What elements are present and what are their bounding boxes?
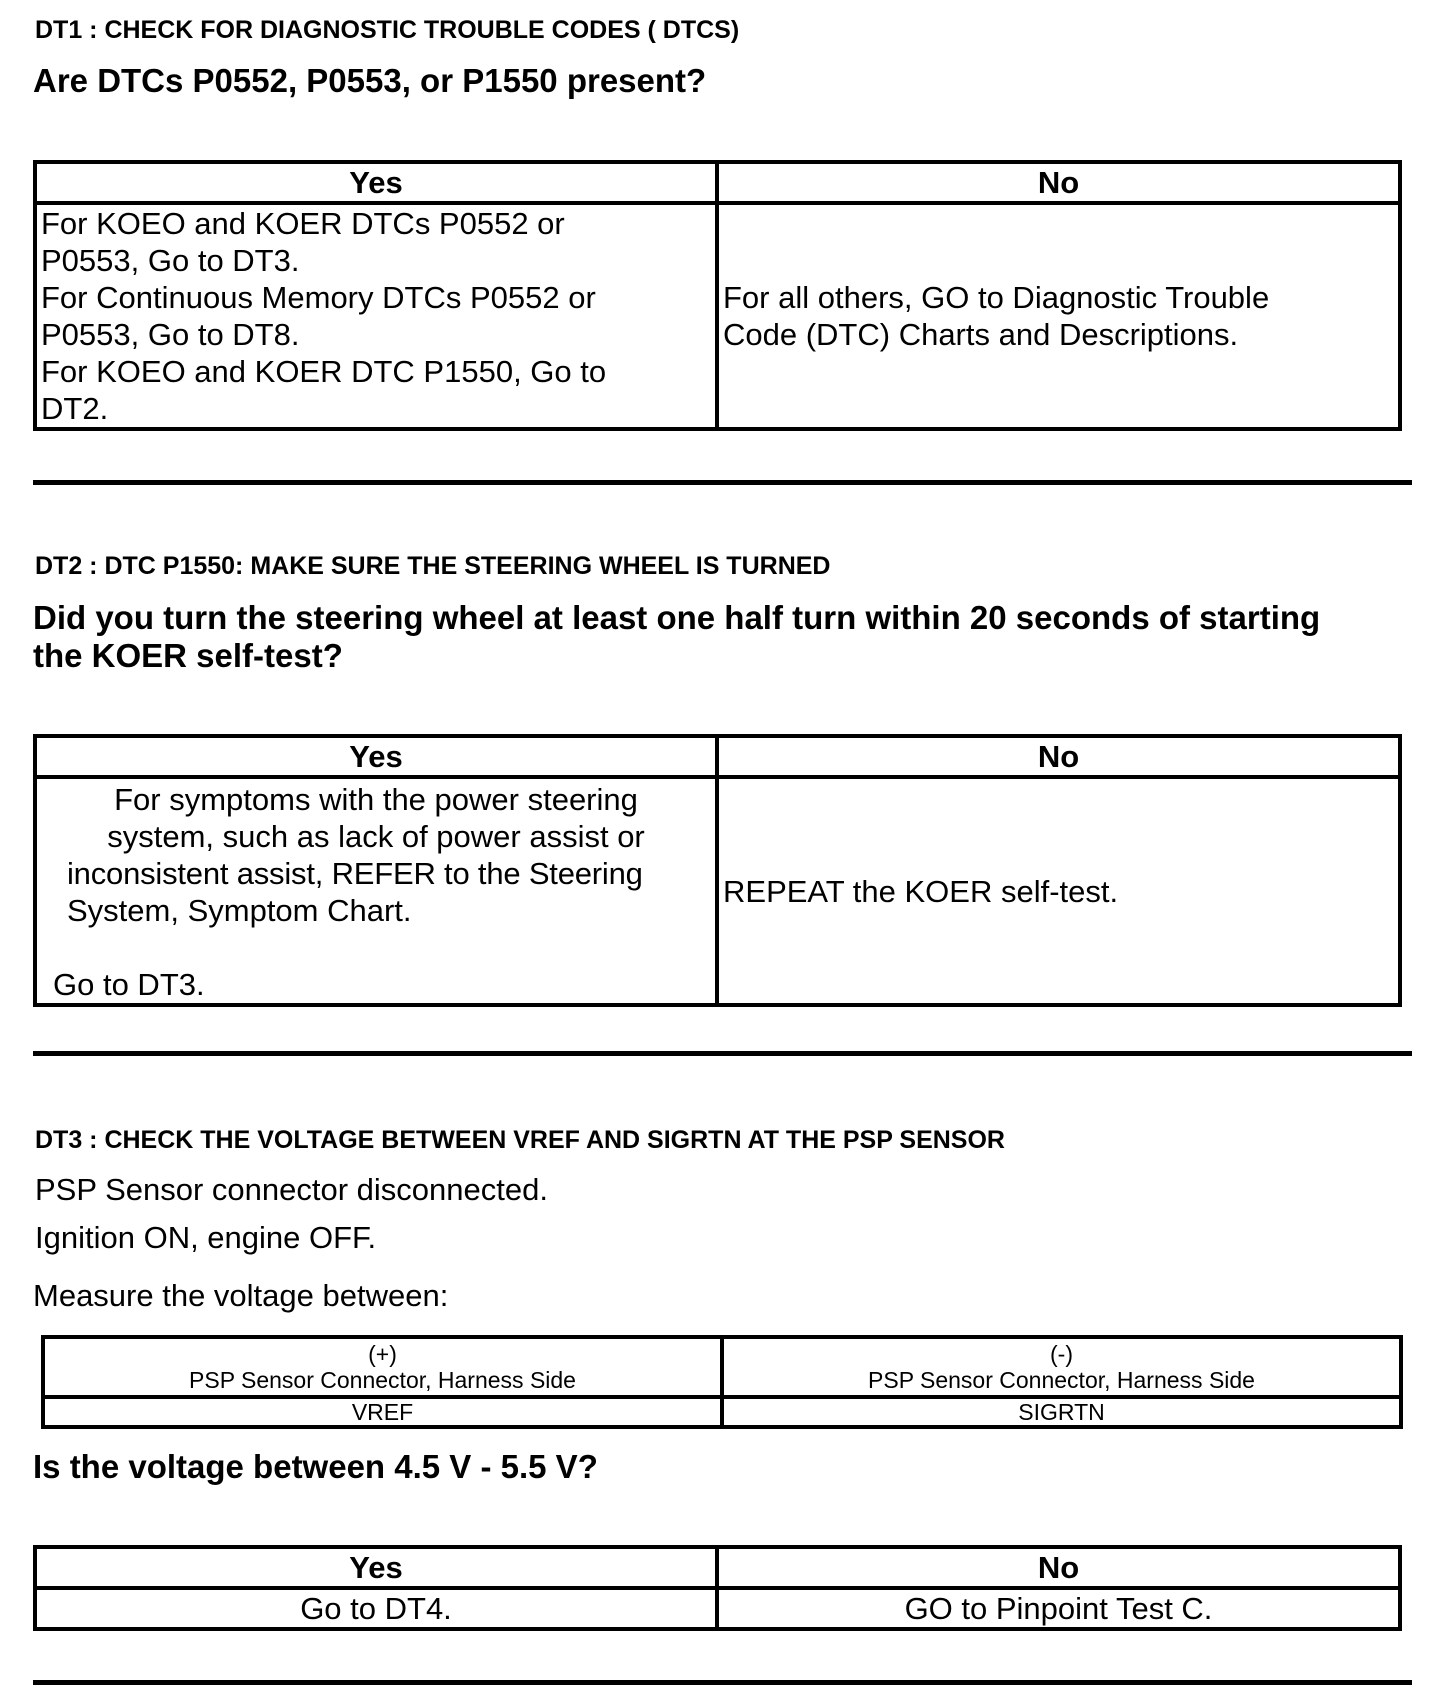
dt1-question: Are DTCs P0552, P0553, or P1550 present? bbox=[33, 62, 707, 99]
dt2-question-line: Did you turn the steering wheel at least one half turn within 20 seconds of starting bbox=[33, 599, 1321, 636]
negative-pin: SIGRTN bbox=[722, 1397, 1401, 1427]
positive-probe-cell bbox=[43, 1337, 722, 1397]
dt2-question-line: the KOER self-test? bbox=[33, 637, 343, 674]
dt2-no-cell bbox=[717, 777, 1400, 1005]
dt3-title: DT3 : CHECK THE VOLTAGE BETWEEN VREF AND SIGRTN AT THE PSP SENSOR bbox=[35, 1126, 1005, 1154]
dt2-yes-line: For symptoms with the power steering bbox=[114, 782, 638, 817]
dt2-yes-goto: Go to DT3. bbox=[53, 967, 205, 1002]
dt3-condition: PSP Sensor connector disconnected. bbox=[35, 1172, 548, 1207]
positive-location: PSP Sensor Connector, Harness Side bbox=[189, 1367, 576, 1393]
dt1-yes-line: P0553, Go to DT3. bbox=[41, 243, 300, 278]
dt2-no-header: No bbox=[717, 736, 1400, 777]
dt3-question: Is the voltage between 4.5 V - 5.5 V? bbox=[33, 1448, 598, 1485]
dt3-condition: Ignition ON, engine OFF. bbox=[35, 1220, 377, 1255]
dt1-yes-header: Yes bbox=[35, 162, 717, 203]
dt2-yes-no-table bbox=[33, 734, 1402, 1007]
dt3-no-cell: GO to Pinpoint Test C. bbox=[717, 1588, 1400, 1629]
negative-location: PSP Sensor Connector, Harness Side bbox=[868, 1367, 1255, 1393]
dt1-yes-line: For KOEO and KOER DTCs P0552 or bbox=[41, 206, 565, 241]
dt1-title: DT1 : CHECK FOR DIAGNOSTIC TROUBLE CODES ( DTCS) bbox=[35, 16, 740, 44]
dt2-yes-line: system, such as lack of power assist or bbox=[107, 819, 645, 854]
section-divider bbox=[33, 1051, 1412, 1056]
dt1-yes-line: P0553, Go to DT8. bbox=[41, 317, 300, 352]
dt1-no-line: For all others, GO to Diagnostic Trouble bbox=[723, 280, 1270, 315]
dt2-yes-line: inconsistent assist, REFER to the Steering bbox=[67, 856, 643, 891]
dt2-yes-cell bbox=[35, 777, 717, 1005]
dt1-yes-no-table bbox=[33, 160, 1402, 431]
dt1-yes-cell bbox=[35, 203, 717, 429]
dt2-no-text: REPEAT the KOER self-test. bbox=[723, 873, 1119, 909]
negative-polarity: (-) bbox=[1050, 1341, 1073, 1367]
dt1-no-line: Code (DTC) Charts and Descriptions. bbox=[723, 317, 1239, 352]
positive-pin: VREF bbox=[43, 1397, 722, 1427]
dt1-no-cell bbox=[717, 203, 1400, 429]
section-divider bbox=[33, 1680, 1412, 1685]
dt1-yes-line: DT2. bbox=[41, 391, 109, 426]
dt2-yes-line: System, Symptom Chart. bbox=[67, 893, 412, 928]
negative-probe-cell bbox=[722, 1337, 1401, 1397]
dt1-no-header: No bbox=[717, 162, 1400, 203]
dt3-yes-header: Yes bbox=[35, 1547, 717, 1588]
section-divider bbox=[33, 480, 1412, 485]
dt3-measure-intro: Measure the voltage between: bbox=[33, 1278, 449, 1313]
dt3-no-header: No bbox=[717, 1547, 1400, 1588]
dt3-yes-cell: Go to DT4. bbox=[35, 1588, 717, 1629]
dt3-yes-no-table bbox=[33, 1545, 1402, 1631]
dt2-title: DT2 : DTC P1550: MAKE SURE THE STEERING WHEEL IS TURNED bbox=[35, 552, 831, 580]
dt2-yes-header: Yes bbox=[35, 736, 717, 777]
dt1-yes-line: For Continuous Memory DTCs P0552 or bbox=[41, 280, 596, 315]
dt3-measurement-table bbox=[41, 1335, 1403, 1429]
positive-polarity: (+) bbox=[368, 1341, 397, 1367]
dt1-yes-line: For KOEO and KOER DTC P1550, Go to bbox=[41, 354, 607, 389]
dt2-question bbox=[33, 599, 1320, 675]
